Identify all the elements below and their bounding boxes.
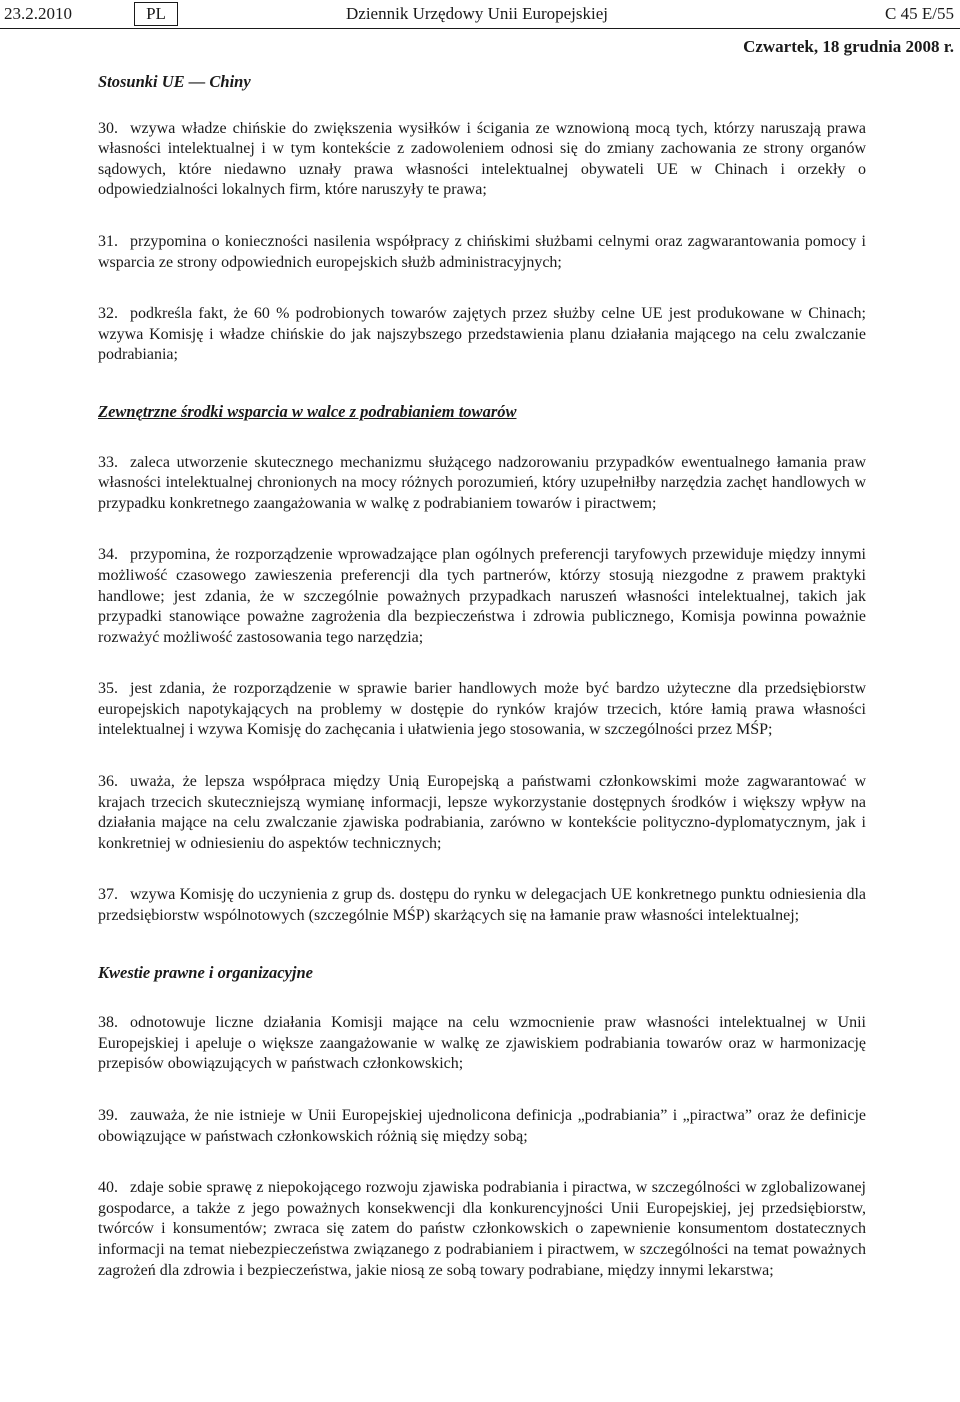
paragraph-39 — [98, 1106, 866, 1147]
section-heading-legal-organizational: Kwestie prawne i organizacyjne — [98, 962, 313, 982]
section-heading-external-support: Zewnętrzne środki wsparcia w walce z podrabianiem towarów — [98, 401, 517, 421]
publication-date: 23.2.2010 — [4, 4, 72, 23]
paragraph-40 — [98, 1178, 866, 1281]
paragraph-text: uważa, że lepsza współpraca między Unią Europejską a państwami członkowskimi może zagwarantować w krajach trzecich skuteczniejszą wymianę informacji, lepsze wykorzystanie dostępnych środków i większy wpływ na działania mające na celu zwalczanie zjawiska podrabiania, zarówno w kontekście polityczno-dyplomatycznym, jak i konkretniej w odniesieniu do aspektów technicznych; — [98, 773, 866, 852]
paragraph-text: wzywa Komisję do uczynienia z grup ds. dostępu do rynku w delegacjach UE konkretnego punktu odniesienia dla przedsiębiorstw wspólnotowych (szczególnie MŚP) skarżących się na łamanie praw własności intelektualnej; — [98, 886, 866, 925]
paragraph-number: 38. — [98, 1014, 118, 1032]
paragraph-text: odnotowuje liczne działania Komisji mające na celu wzmocnienie praw własności intelektualnej w Unii Europejskiej i apeluje o większe zaangażowanie w walkę ze zjawiskiem podrabiania towarów oraz w harmonizację przepisów obowiązujących w państwach członkowskich; — [98, 1014, 866, 1073]
section-heading-eu-china: Stosunki UE — Chiny — [98, 72, 251, 91]
paragraph-38 — [98, 1013, 866, 1075]
paragraph-number: 31. — [98, 232, 118, 250]
session-date: Czwartek, 18 grudnia 2008 r. — [743, 37, 954, 56]
paragraph-number: 34. — [98, 546, 118, 564]
journal-title: Dziennik Urzędowy Unii Europejskiej — [346, 4, 609, 23]
paragraph-text: jest zdania, że rozporządzenie w sprawie barier handlowych może być bardzo użyteczne dla przedsiębiorstw europejskich napotykających na problemy w dostępie do rynków krajów trzecich, które łamią prawa własności intelektualnej i wzywa Komisję do zachęcania i ułatwienia jego stosowania, w szczególności przez MŚP; — [98, 680, 866, 739]
paragraph-text: zdaje sobie sprawę z niepokojącego rozwoju zjawiska podrabiania i piractwa, w szczególności w zglobalizowanej gospodarce, a także z jego poważnych konsekwencji dla konkurencyjności Unii Europejskiej, jej przedsiębiorstw, twórców i konsumentów; zwraca się zatem do państw członkowskich o zapewnienie konsumentom dostatecznych informacji na temat niebezpieczeństwa związanego z podrabianiem i piractwem, w szczególności na temat poważnych zagrożeń dla zdrowia i bezpieczeństwa, jakie niosą ze sobą towary podrabiane, między innymi lekarstwa; — [98, 1179, 866, 1279]
paragraph-number: 40. — [98, 1179, 118, 1197]
paragraph-number: 30. — [98, 119, 118, 137]
paragraph-34 — [98, 545, 866, 648]
page-number: C 45 E/55 — [885, 4, 954, 23]
paragraph-32 — [98, 304, 866, 366]
paragraph-number: 36. — [98, 773, 118, 791]
paragraph-text: przypomina, że rozporządzenie wprowadzające plan ogólnych preferencji taryfowych przewiduje między innymi możliwość czasowego zawieszenia preferencji dla tych partnerów, którzy stosują niezgodne z prawem praktyki handlowe; jest zdania, że w szczególnie poważnych przypadkach naruszeń własności intelektualnej, takich jak przypadki stanowiące poważne zagrożenia dla bezpieczeństwa i zdrowia publicznego, Komisja powinna poważnie rozważyć możliwość zastosowania tego narzędzia; — [98, 546, 866, 646]
paragraph-number: 39. — [98, 1107, 118, 1124]
paragraph-33 — [98, 453, 866, 515]
paragraph-number: 32. — [98, 305, 118, 323]
paragraph-31 — [98, 232, 866, 273]
paragraph-text: przypomina o konieczności nasilenia współpracy z chińskimi służbami celnymi oraz zagwarantowania pomocy i wsparcia ze strony odpowiednich europejskich służb administracyjnych; — [98, 232, 866, 271]
paragraph-text: wzywa władze chińskie do zwiększenia wysiłków i ścigania ze wznowioną mocą tych, którzy naruszają prawa własności intelektualnej i w tym kontekście z zadowoleniem odnosi się do zmiany zachowania ze strony organów sądowych, które niedawno uznały prawa własności intelektualnej obywateli UE w Chinach i orzekły o odpowiedzialności lokalnych firm, które naruszyły te prawa; — [98, 119, 866, 199]
paragraph-text: zaleca utworzenie skutecznego mechanizmu służącego nadzorowaniu przypadków ewentualnego łamania praw własności intelektualnej chronionych na mocy różnych porozumień, który uzupełniłby narzędzia zachęt handlowych w przypadku konkretnego zaangażowania w walkę z podrabianiem towarów i piractwem; — [98, 453, 866, 512]
paragraph-30 — [98, 119, 866, 201]
language-badge: PL — [134, 2, 178, 26]
paragraph-number: 35. — [98, 680, 118, 698]
paragraph-37 — [98, 885, 866, 926]
paragraph-36 — [98, 772, 866, 854]
paragraph-number: 37. — [98, 886, 118, 904]
page-header — [0, 0, 960, 30]
document-body — [98, 72, 866, 1312]
paragraph-35 — [98, 679, 866, 741]
header-divider — [0, 28, 960, 29]
paragraph-text: podkreśla fakt, że 60 % podrobionych towarów zajętych przez służby celne UE jest produkowane w Chinach; wzywa Komisję i władze chińskie do jak najszybszego przedstawienia planu działania mającego na celu zwalczanie podrabiania; — [98, 305, 866, 364]
paragraph-number: 33. — [98, 453, 118, 471]
paragraph-text: zauważa, że nie istnieje w Unii Europejskiej ujednolicona definicja „podrabiania” i „piractwa” oraz że definicje obowiązujące w państwach członkowskich różnią się między sobą; — [98, 1107, 866, 1145]
